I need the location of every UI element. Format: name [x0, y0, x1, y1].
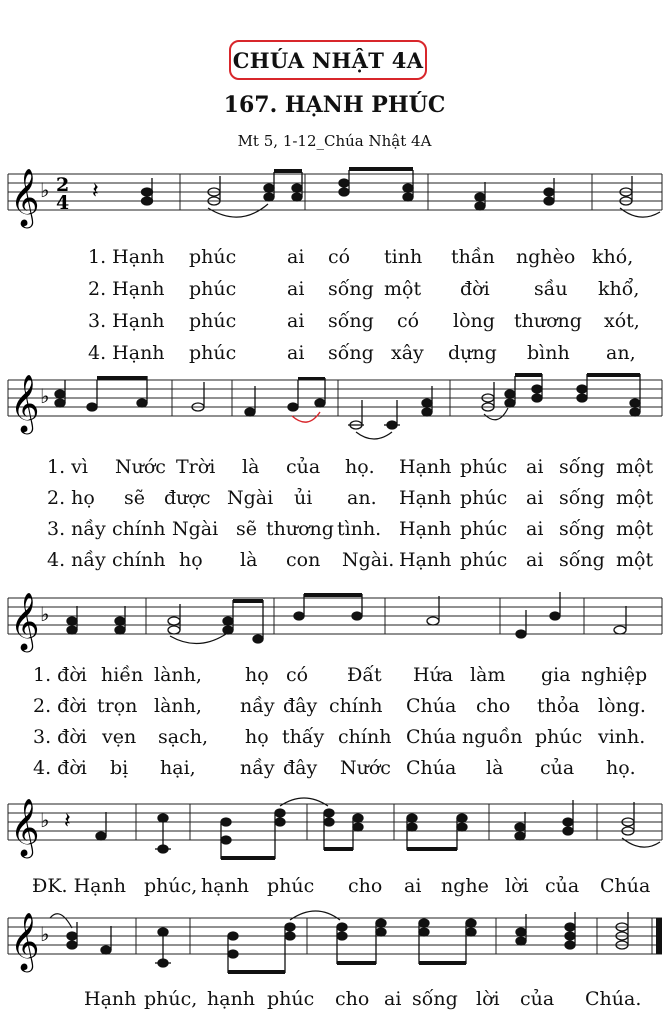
lyric-syllable: an,: [606, 342, 636, 364]
lyric-syllable: Hạnh: [399, 456, 452, 478]
lyric-syllable: đây: [283, 757, 318, 779]
lyric-syllable: thương: [266, 518, 334, 540]
lyric-syllable: ai: [526, 456, 544, 478]
lyric-syllable: xây: [391, 342, 424, 364]
lyric-syllable: ai: [287, 342, 305, 364]
lyric-syllable: xót,: [604, 310, 640, 332]
treble-clef-icon: 𝄞: [10, 798, 40, 856]
flat-sign-icon: ♭: [40, 808, 50, 832]
quarter-rest-icon: 𝄽: [92, 179, 99, 204]
lyric-syllable: có: [397, 310, 420, 332]
lyric-syllable: con: [286, 549, 321, 571]
song-subtitle: Mt 5, 1-12_Chúa Nhật 4A: [237, 132, 432, 150]
lyric-syllable: Hạnh: [399, 518, 452, 540]
lyric-syllable: một: [384, 278, 422, 300]
lyric-syllable: 2. Hạnh: [88, 278, 165, 300]
lyric-syllable: 3. đời: [33, 726, 87, 748]
lyric-syllable: sống: [559, 487, 605, 509]
lyric-syllable: hiền: [101, 664, 144, 686]
quarter-rest-icon: 𝄽: [64, 809, 71, 834]
lyric-syllable: hại,: [160, 757, 196, 779]
lyric-syllable: ai: [526, 487, 544, 509]
lyric-syllable: phúc,: [144, 875, 198, 897]
lyric-syllable: ai: [287, 246, 305, 268]
lyric-syllable: dựng: [448, 342, 497, 364]
lyric-syllable: phúc: [189, 310, 237, 332]
lyric-syllable: có: [328, 246, 351, 268]
lyric-syllable: họ.: [345, 456, 375, 478]
lyric-syllable: 4. Hạnh: [88, 342, 165, 364]
lyric-syllable: Chúa: [600, 875, 651, 897]
lyric-syllable: 1. vì: [47, 456, 88, 478]
lyric-syllable: tình.: [337, 518, 382, 540]
lyric-syllable: một: [616, 456, 654, 478]
lyric-syllable: nghe: [441, 875, 489, 897]
lyric-syllable: lòng.: [598, 695, 646, 717]
lyric-syllable: của: [286, 456, 321, 478]
lyric-syllable: khó,: [592, 246, 634, 268]
lyric-syllable: bình: [527, 342, 570, 364]
lyric-syllable: lời: [476, 988, 500, 1010]
lyric-syllable: gia: [541, 664, 571, 686]
treble-clef-icon: 𝄞: [10, 374, 40, 432]
lyric-syllable: là: [242, 456, 260, 478]
lyric-syllable: hạnh: [207, 988, 256, 1010]
lyric-syllable: chính: [112, 518, 166, 540]
lyric-syllable: sống: [412, 988, 458, 1010]
lyric-syllable: thấy: [282, 726, 325, 748]
lyric-syllable: lòng: [453, 310, 495, 332]
lyric-syllable: phúc: [460, 456, 508, 478]
time-signature-top: 2: [56, 174, 70, 196]
lyric-syllable: của: [545, 875, 580, 897]
treble-clef-icon: 𝄞: [10, 592, 40, 650]
lyric-syllable: là: [486, 757, 504, 779]
lyric-syllable: khổ,: [598, 278, 640, 300]
lyric-syllable: 4. đời: [33, 757, 87, 779]
lyric-syllable: một: [616, 487, 654, 509]
final-barline: [656, 918, 662, 954]
lyric-syllable: được: [164, 487, 211, 509]
lyric-syllable: Nước: [115, 456, 166, 478]
lyric-syllable: phúc: [267, 875, 315, 897]
lyric-syllable: họ.: [606, 757, 636, 779]
staff-system-2: [0, 372, 669, 452]
lyric-syllable: Trời: [176, 456, 216, 478]
lyric-syllable: lời: [505, 875, 529, 897]
song-title: 167. HẠNH PHÚC: [223, 92, 446, 118]
lyric-syllable: của: [540, 757, 575, 779]
lyric-syllable: sống: [559, 549, 605, 571]
lyric-syllable: ai: [526, 518, 544, 540]
flat-sign-icon: ♭: [40, 922, 50, 946]
lyric-syllable: Ngài: [172, 518, 219, 540]
lyric-syllable: sẽ: [236, 518, 257, 540]
lyric-syllable: làm: [470, 664, 506, 686]
lyric-syllable: phúc: [535, 726, 583, 748]
sunday-badge: [229, 40, 427, 80]
lyric-syllable: 2. đời: [33, 695, 87, 717]
lyric-syllable: 1. Hạnh: [88, 246, 165, 268]
flat-sign-icon: ♭: [40, 602, 50, 626]
notes-system-5: [50, 911, 628, 974]
lyric-syllable: phúc: [189, 246, 237, 268]
lyric-syllable: sạch,: [158, 726, 208, 748]
lyric-syllable: ai: [287, 310, 305, 332]
lyric-syllable: sống: [328, 310, 374, 332]
notes-system-2: [55, 373, 640, 439]
lyric-syllable: trọn: [97, 695, 138, 717]
lyric-syllable: chính: [112, 549, 166, 571]
lyric-syllable: Ngài: [227, 487, 274, 509]
lyric-syllable: Ngài.: [342, 549, 395, 571]
lyric-syllable: nầy: [240, 757, 275, 779]
lyric-syllable: Hạnh: [84, 988, 137, 1010]
lyric-syllable: sống: [559, 518, 605, 540]
lyric-syllable: cho: [348, 875, 383, 897]
lyric-syllable: là: [240, 549, 258, 571]
lyric-syllable: ủi: [294, 487, 313, 509]
staff-system-4: [0, 796, 669, 868]
lyric-syllable: nguồn: [462, 726, 523, 748]
lyric-syllable: Hạnh: [399, 549, 452, 571]
lyric-syllable: phúc: [460, 518, 508, 540]
lyric-syllable: ai: [384, 988, 402, 1010]
notes-system-4: [96, 798, 660, 860]
lyric-syllable: họ: [245, 664, 269, 686]
lyric-syllable: 3. Hạnh: [88, 310, 165, 332]
flat-sign-icon: ♭: [40, 384, 50, 408]
lyric-syllable: của: [520, 988, 555, 1010]
lyric-syllable: Hạnh: [399, 487, 452, 509]
lyric-syllable: sống: [328, 342, 374, 364]
lyric-syllable: ai: [526, 549, 544, 571]
lyric-syllable: an.: [347, 487, 377, 509]
staff-system-1: [0, 166, 669, 246]
staff-system-3: [0, 590, 669, 660]
lyric-syllable: ĐK. Hạnh: [32, 875, 126, 897]
lyric-syllable: sầu: [534, 278, 568, 300]
lyric-syllable: nghèo: [516, 246, 576, 268]
lyric-syllable: 4. nầy: [47, 549, 106, 571]
lyric-syllable: một: [616, 549, 654, 571]
lyric-syllable: sống: [559, 456, 605, 478]
staff-system-5: [0, 910, 669, 982]
lyric-syllable: phúc: [460, 549, 508, 571]
lyric-syllable: họ: [179, 549, 203, 571]
lyric-syllable: cho: [476, 695, 511, 717]
lyric-syllable: vẹn: [102, 726, 137, 748]
lyric-syllable: chính: [338, 726, 392, 748]
lyric-syllable: 1. đời: [33, 664, 87, 686]
lyric-syllable: thần: [451, 246, 495, 268]
lyric-syllable: nầy: [240, 695, 275, 717]
lyric-syllable: lành,: [154, 695, 202, 717]
lyric-syllable: phúc,: [144, 988, 198, 1010]
lyric-syllable: bị: [110, 757, 129, 779]
lyric-syllable: ai: [287, 278, 305, 300]
lyric-syllable: phúc: [189, 342, 237, 364]
lyric-syllable: chính: [329, 695, 383, 717]
lyric-syllable: Chúa: [406, 695, 457, 717]
badge-text: CHÚA NHẬT 4A: [232, 47, 424, 73]
lyric-syllable: sống: [328, 278, 374, 300]
flat-sign-icon: ♭: [40, 178, 50, 202]
lyric-syllable: ai: [404, 875, 422, 897]
lyric-syllable: tinh: [384, 246, 423, 268]
lyric-syllable: Chúa.: [585, 988, 642, 1010]
lyric-syllable: Đất: [347, 664, 382, 686]
lyric-syllable: 3. nầy: [47, 518, 106, 540]
lyric-syllable: có: [286, 664, 309, 686]
lyric-syllable: cho: [335, 988, 370, 1010]
lyric-syllable: nghiệp: [581, 664, 648, 686]
lyric-syllable: đời: [460, 278, 490, 300]
treble-clef-icon: 𝄞: [10, 912, 40, 970]
lyric-syllable: thương: [514, 310, 582, 332]
lyric-syllable: phúc: [189, 278, 237, 300]
lyric-syllable: Hứa: [413, 664, 454, 686]
lyric-syllable: vinh.: [598, 726, 646, 748]
lyric-syllable: thỏa: [537, 695, 580, 717]
lyric-syllable: đây: [283, 695, 318, 717]
lyric-syllable: Nước: [340, 757, 391, 779]
lyric-syllable: một: [616, 518, 654, 540]
lyric-syllable: 2. họ: [47, 487, 95, 509]
lyric-syllable: Chúa: [406, 757, 457, 779]
notes-system-3: [67, 592, 626, 644]
lyric-syllable: họ: [245, 726, 269, 748]
lyric-syllable: sẽ: [124, 487, 145, 509]
time-signature-bottom: 4: [56, 192, 70, 214]
lyric-syllable: hạnh: [201, 875, 250, 897]
lyric-syllable: Chúa: [406, 726, 457, 748]
lyric-syllable: lành,: [154, 664, 202, 686]
treble-clef-icon: 𝄞: [10, 168, 40, 226]
lyric-syllable: phúc: [267, 988, 315, 1010]
lyric-syllable: phúc: [460, 487, 508, 509]
